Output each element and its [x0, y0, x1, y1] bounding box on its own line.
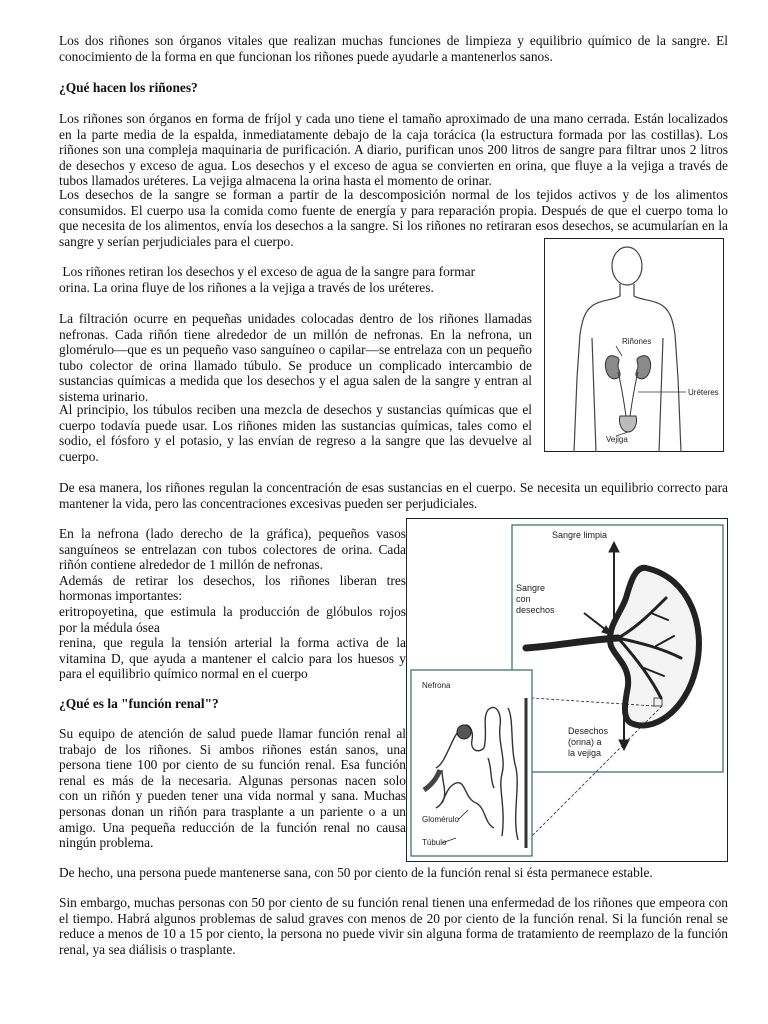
text-line: para el equilibrio químico normal en el cuerpo	[59, 666, 308, 682]
text-line: trabajo de los riñones. Si ambos riñones están sanos, una	[59, 741, 406, 757]
text-line: riñón contiene alrededor de 1 millón de nefronas.	[59, 557, 324, 573]
label-waste-urine-2: (orina) a	[568, 737, 602, 747]
label-waste-blood-3: desechos	[516, 605, 555, 615]
figure-urinary-system	[544, 238, 724, 452]
label-bladder: Vejiga	[606, 435, 628, 444]
paragraph-kidneys-remove-waste	[59, 264, 509, 295]
figure-kidney-nephron	[406, 518, 728, 862]
text-line: por la médula ósea	[59, 619, 160, 635]
label-waste-urine-1: Desechos	[568, 726, 609, 736]
text-line: sanguíneos se entrelazan con tubos colectores de orina. Cada	[59, 541, 406, 557]
nephron-panel	[411, 670, 532, 856]
paragraph-filtration: La filtración ocurre en pequeñas unidades colocadas dentro de los riñones llamadas nefronas. Cada riñón tiene alrededor de un millón de nefronas. En la nefrona, un glomérulo—que es un pequeño vaso sanguíneo o capilar—se entrelaza con un pequeño tubo colector de orina llamado túbulo. Se produce un complicado intercambio de sustancias químicas a medida que los desechos y el agua salen de la sangre y entran al sistema urinario.	[59, 311, 532, 404]
text-line: renal es más de la necesaria. Algunas personas nacen solo	[59, 772, 406, 788]
paragraph-disease: Sin embargo, muchas personas con 50 por ciento de su función renal tienen una enfermedad de los riñones que empeora con el tiempo. Habrá algunos problemas de salud graves con menos de 20 por ciento de la función renal. Si la función renal se reduce a menos de 10 a 15 por ciento, la persona no puede vivir sin alguna forma de tratamiento de reemplazo de la función renal, ya sea diálisis o trasplante.	[59, 895, 728, 957]
label-waste-urine-3: la vejiga	[568, 748, 602, 758]
text-line: ningún problema.	[59, 835, 154, 851]
label-nephron: Nefrona	[422, 681, 451, 690]
text-line: Su equipo de atención de salud puede llamar función renal al	[59, 726, 406, 741]
heading-what-kidneys-do: ¿Qué hacen los riñones?	[59, 80, 198, 95]
paragraph-fifty-percent: De hecho, una persona puede mantenerse sana, con 50 por ciento de la función renal si ésta permanece estable.	[59, 865, 653, 880]
label-waste-blood-1: Sangre	[516, 583, 546, 593]
text-line: vitamina D, que ayuda a mantener el calcio para los huesos y	[59, 650, 406, 666]
paragraph-renal-function	[59, 726, 406, 851]
label-kidneys: Riñones	[622, 337, 652, 346]
paragraph-tubules: Al principio, los túbulos reciben una mezcla de desechos y sustancias químicas que el cuerpo todavía puede usar. Los riñones miden las sustancias químicas, tales como el sodio, el fósforo y el potasio, y las envían de regreso a la sangre que las devuelve al cuerpo.	[59, 402, 532, 464]
paragraph-waste-formation: Los desechos de la sangre se forman a partir de la descomposición normal de los tejidos activos y de los alimentos consumidos. El cuerpo usa la comida como fuente de energía y para reparación propia. Después de que el cuerpo toma lo que necesita de los alimentos, envía los desechos a la sangre. Si los riñones no retiraran esos desechos, se acumularían en la sangre y serían perjudiciales para el cuerpo.	[59, 187, 728, 249]
label-tubule: Túbulo	[422, 838, 447, 847]
text-line: Los riñones retiran los desechos y el exceso de agua de la sangre para formar	[59, 264, 476, 279]
label-glomerulus: Glomérulo	[422, 815, 459, 824]
text-line: En la nefrona (lado derecho de la gráfica), pequeños vasos	[59, 526, 406, 541]
label-waste-blood-2: con	[516, 594, 531, 604]
intro-paragraph: Los dos riñones son órganos vitales que realizan muchas funciones de limpieza y equilibrio químico de la sangre. El conocimiento de la forma en que funcionan los riñones puede ayudarle a mantenerlos sanos.	[59, 33, 728, 64]
text-line: eritropoyetina, que estimula la producción de glóbulos rojos	[59, 603, 406, 619]
heading-renal-function: ¿Qué es la "función renal"?	[59, 696, 219, 711]
label-clean-blood: Sangre limpia	[552, 530, 608, 540]
text-line: orina. La orina fluye de los riñones a la vejiga a través de los uréteres.	[59, 279, 434, 295]
text-line: hormonas importantes:	[59, 588, 183, 604]
text-line: con un riñón y pueden tener una vida normal y sana. Muchas	[59, 788, 406, 804]
paragraph-kidney-shape: Los riñones son órganos en forma de fríjol y cada uno tiene el tamaño aproximado de una mano cerrada. Están localizados en la parte media de la espalda, inmediatamente debajo de la caja torácica (la estructura formada por las costillas). Los riñones son una compleja maquinaria de purificación. A diario, purifican unos 200 litros de sangre para filtrar unos 2 litros de desechos y exceso de agua. Los desechos y el exceso de agua se convierten en orina, que fluye a la vejiga a través de tubos llamados uréteres. La vejiga almacena la orina hasta el momento de orinar.	[59, 111, 728, 189]
label-ureters: Uréteres	[688, 388, 719, 397]
text-line: amigo. Una pequeña reducción de la función renal no causa	[59, 819, 406, 835]
paragraph-regulation: De esa manera, los riñones regulan la concentración de esas sustancias en el cuerpo. Se necesita un equilibrio correcto para mantener la vida, pero las concentraciones excesivas pueden ser perjudiciales.	[59, 480, 728, 511]
text-line: Además de retirar los desechos, los riñones liberan tres	[59, 572, 406, 588]
paragraph-nephron-hormones	[59, 526, 406, 682]
text-line: personas donan un riñón para trasplante a un pariente o a un	[59, 803, 406, 819]
text-line: persona tiene 100 por ciento de su función renal. Esa función	[59, 757, 406, 773]
text-line: renina, que regula la tensión arterial la forma activa de la	[59, 635, 406, 651]
glomerulus-icon	[457, 725, 471, 739]
